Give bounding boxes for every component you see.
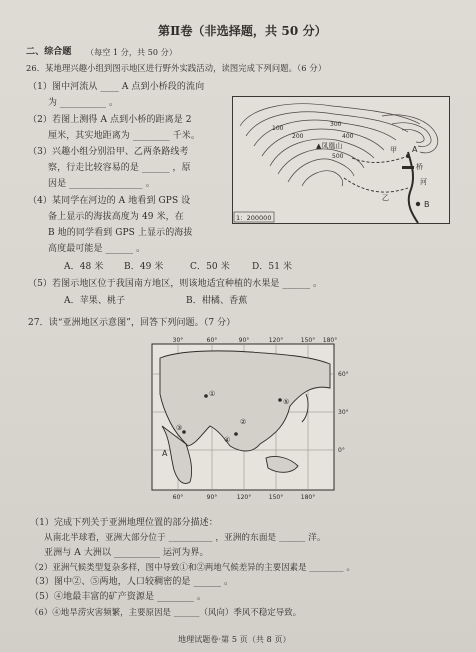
- q26-option: A．苹果、桃子: [64, 296, 126, 306]
- section-note: （每空 1 分，共 50 分）: [86, 48, 177, 57]
- q27-line: 亚洲与 A 大洲以 __________ 运河为界。: [44, 548, 209, 558]
- q27-line: （3）图中②、⑤两地，人口较稠密的是 ______ 。: [30, 577, 234, 587]
- q26-line: 厘米，其实地距离为 ________ 千米。: [48, 131, 200, 141]
- q26-line: 高度最可能是 ______ 。: [48, 244, 146, 254]
- lon-label-bottom: 60°: [172, 494, 184, 501]
- q26-line: （4）某同学在河边的 A 地看到 GPS 设: [28, 196, 191, 206]
- q26-option: A．48 米: [64, 262, 104, 272]
- lon-label-top: 180°: [322, 337, 338, 344]
- section-label: 二、综合题: [26, 47, 72, 57]
- q27-line: （5）④地最丰富的矿产资源是 ________ 。: [30, 592, 206, 602]
- q26-line: 察，行走比较容易的是 ______ ，原: [48, 163, 191, 173]
- map-route-jia: 甲: [390, 146, 397, 154]
- q27-line: （2）亚洲气候类型复杂多样，图中导致①和②两地气候差异的主要因素是 ________ 。: [30, 562, 355, 572]
- q26-line: （3）兴趣小组分别沿甲、乙两条路线考: [28, 147, 189, 157]
- q27-line: （1）完成下列关于亚洲地理位置的部分描述：: [30, 518, 218, 528]
- q26-item5: （5）若图示地区位于我国南方地区，则该地适宜种植的水果是 ______ 。: [28, 279, 323, 289]
- lon-label-top: 90°: [238, 337, 250, 344]
- map-marker: ①: [209, 390, 216, 398]
- map-marker: ⑤: [283, 398, 290, 406]
- lat-label: 0°: [338, 447, 345, 454]
- contour-label: 400: [342, 133, 354, 140]
- contour-label: 500: [332, 153, 344, 160]
- lon-label-top: 150°: [300, 337, 316, 344]
- lon-label-top: 30°: [172, 337, 184, 344]
- lon-label-bottom: 150°: [268, 494, 284, 501]
- map-bridge-label: 桥: [416, 163, 423, 171]
- asia-map: [140, 334, 349, 504]
- q26-option: B．柑橘、香蕉: [186, 296, 248, 306]
- map-marker: ②: [240, 418, 247, 426]
- q26-stem: 26．某地理兴趣小组到图示地区进行野外实践活动，读图完成下列问题。（6 分）: [26, 63, 327, 73]
- lat-label: 60°: [338, 371, 349, 378]
- lon-label-top: 60°: [206, 337, 218, 344]
- map-river-label: 河: [420, 178, 427, 186]
- q26-line: 备上显示的海拔高度为 49 米，在: [48, 212, 184, 222]
- q27-line: （6）④地旱涝灾害频繁，主要原因是 ______（风向）季风不稳定导致。: [30, 607, 302, 617]
- q26-line: 因是 ________________ 。: [48, 179, 155, 189]
- q26-line: B 地的同学看到 GPS 上显示的海拔: [48, 228, 193, 238]
- page-title: 第Ⅱ卷（非选择题，共 50 分）: [158, 24, 327, 38]
- q26-option: C．50 米: [190, 262, 230, 272]
- map-marker: A: [162, 449, 168, 458]
- page-footer: 地理试题卷·第 5 页（共 8 页）: [178, 635, 291, 644]
- map-marker: ④: [224, 436, 231, 444]
- contour-label: 300: [330, 121, 342, 128]
- lon-label-bottom: 90°: [206, 494, 218, 501]
- map-marker: ③: [176, 424, 183, 432]
- q26-line: （1）图中河流从 ____ A 点到小桥段的流向: [28, 82, 205, 92]
- contour-label: 100: [272, 125, 284, 132]
- map-peak-label: ▲凤凰山: [316, 142, 343, 150]
- q27-stem: 27．读“亚洲地区示意图”，回答下列问题。（7 分）: [28, 318, 236, 328]
- lon-label-top: 120°: [268, 337, 284, 344]
- q26-line: 为 __________ 。: [48, 98, 119, 108]
- lat-label: 30°: [338, 409, 349, 416]
- lon-label-bottom: 120°: [236, 494, 252, 501]
- q26-line: （2）若图上测得 A 点到小桥的距离是 2: [28, 115, 192, 125]
- lon-label-bottom: 180°: [300, 494, 316, 501]
- map-scale: 1：200000: [236, 214, 272, 222]
- map-route-yi: 乙: [382, 194, 389, 202]
- q27-line: 从南北半球看，亚洲大部分位于 __________ ，亚洲的东面是 ______ 洋。: [44, 533, 326, 543]
- contour-map: [232, 96, 450, 224]
- q26-option: D．51 米: [252, 262, 293, 272]
- map-point-a: A: [412, 145, 418, 154]
- q26-option: B．49 米: [124, 262, 164, 272]
- contour-label: 200: [292, 133, 304, 140]
- map-point-b: B: [424, 200, 430, 209]
